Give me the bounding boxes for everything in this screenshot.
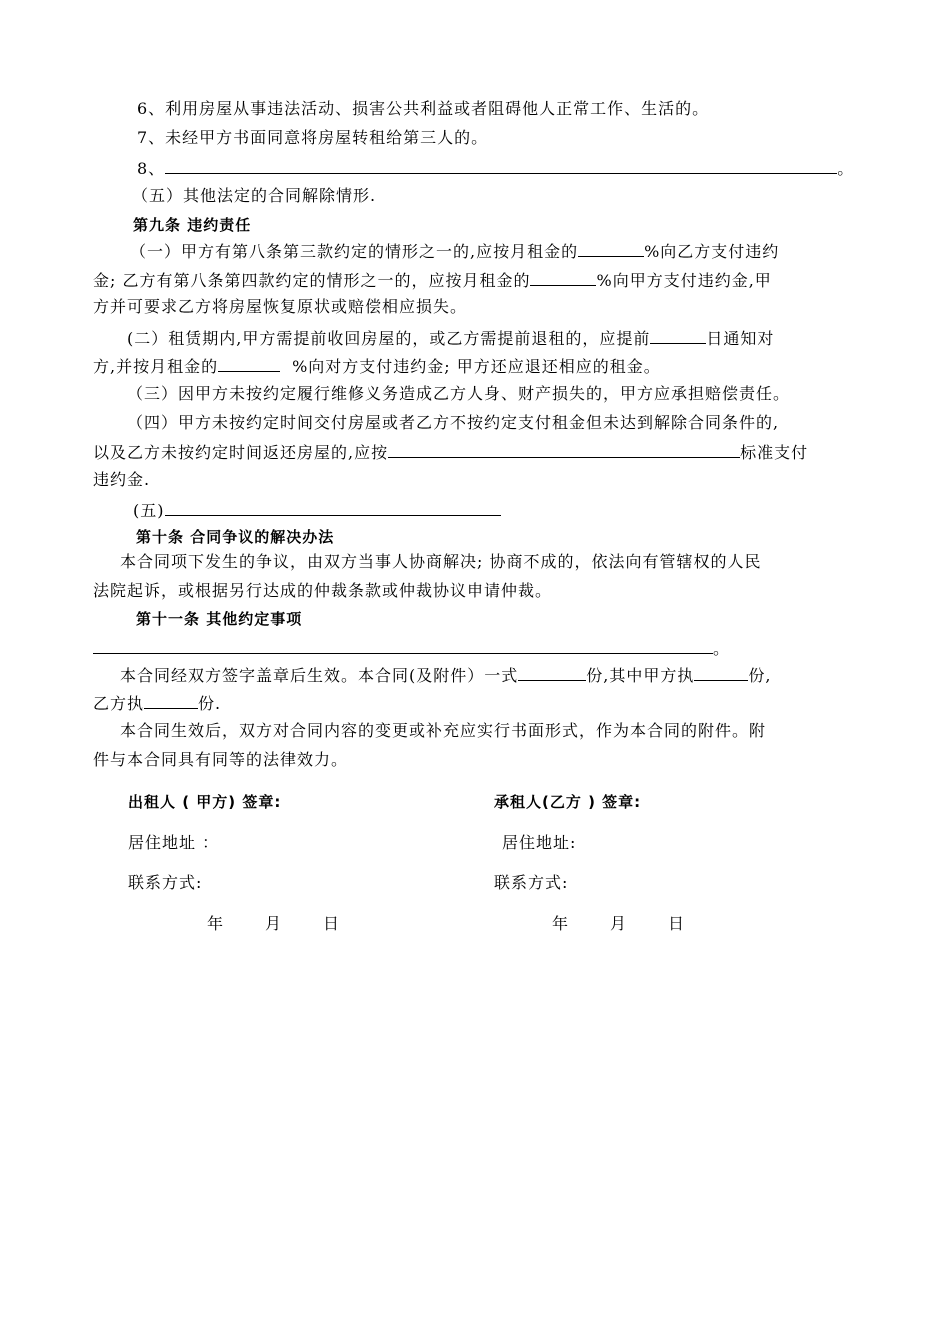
blank-percent[interactable]: [578, 240, 644, 257]
lessee-signature-title: 承租人(乙方 ) 签章:: [494, 793, 642, 811]
article-11-blank-line: [93, 637, 730, 659]
clause-8: [137, 157, 854, 179]
blank-copies-party-b[interactable]: [144, 692, 198, 709]
amendment-clause-cont: 件与本合同具有同等的法律效力。: [93, 750, 349, 769]
lessor-signature-title: 出租人 ( 甲方) 签章:: [128, 793, 282, 811]
lessor-date-year: 年: [207, 914, 225, 933]
article-9-item-3: （三）因甲方未按约定履行维修义务造成乙方人身、财产损失的，甲方应承担赔偿责任。: [127, 384, 791, 403]
blank-copies-party-a[interactable]: [694, 664, 748, 681]
text-segment: %向乙方支付违约: [644, 242, 780, 261]
clause-7: 7、未经甲方书面同意将房屋转租给第三人的。: [137, 128, 489, 147]
text-segment: 标准支付: [740, 443, 809, 462]
blank-line[interactable]: [165, 157, 837, 174]
lessor-contact-label: 联系方式:: [128, 873, 203, 892]
effectiveness-clause-cont: [93, 692, 221, 714]
text-segment: (五): [133, 501, 165, 520]
clause-5-other: （五）其他法定的合同解除情形.: [132, 186, 377, 205]
article-9-item-1-cont2: 方并可要求乙方将房屋恢复原状或赔偿相应损失。: [93, 297, 468, 316]
lessee-contact-label: 联系方式:: [494, 873, 569, 892]
lessee-date-month: 月: [610, 914, 628, 933]
article-9-item-1: [130, 240, 779, 262]
lessee-address-label: 居住地址:: [502, 833, 577, 852]
article-9-item-5: [133, 499, 501, 521]
article-10-text-cont: 法院起诉，或根据另行达成的仲裁条款或仲裁协议申请仲裁。: [93, 581, 553, 600]
article-9-item-2: [127, 327, 774, 349]
lessee-date-day: 日: [668, 914, 686, 933]
effectiveness-clause: [120, 664, 771, 686]
article-9-item-1-cont: [93, 269, 772, 291]
period: 。: [837, 159, 855, 178]
text-segment: 本合同经双方签字盖章后生效。本合同(及附件）一式: [120, 666, 519, 685]
text-segment: （一）甲方有第八条第三款约定的情形之一的,应按月租金的: [130, 242, 579, 261]
text-segment: 乙方执: [93, 694, 145, 713]
blank-days[interactable]: [650, 327, 706, 344]
blank-percent[interactable]: [530, 269, 596, 286]
lessor-address-label: 居住地址 ：: [128, 833, 220, 852]
blank-line[interactable]: [165, 499, 501, 516]
text-segment: 日通知对: [706, 329, 775, 348]
text-segment: %向甲方支付违约金,甲: [596, 271, 772, 290]
text-segment: 份,其中甲方执: [586, 666, 695, 685]
article-9-item-4-cont2: 违约金.: [93, 470, 151, 489]
article-9-heading: 第九条 违约责任: [133, 216, 252, 234]
text-segment: 以及乙方未按约定时间返还房屋的,应按: [93, 443, 389, 462]
text-segment: 份.: [198, 694, 222, 713]
amendment-clause: 本合同生效后，双方对合同内容的变更或补充应实行书面形式，作为本合同的附件。附: [120, 721, 767, 740]
text-segment: 金; 乙方有第八条第四款约定的情形之一的，应按月租金的: [93, 271, 531, 290]
text-segment: %向对方支付违约金; 甲方还应退还相应的租金。: [292, 357, 661, 376]
article-10-heading: 第十条 合同争议的解决办法: [136, 528, 335, 546]
article-9-item-2-cont: [93, 355, 661, 377]
text-segment: (二）租赁期内,甲方需提前收回房屋的，或乙方需提前退租的，应提前: [127, 329, 651, 348]
blank-copies[interactable]: [518, 664, 586, 681]
text-segment: 份,: [748, 666, 772, 685]
text-segment: 方,并按月租金的: [93, 357, 219, 376]
clause-8-number: 8、: [137, 159, 166, 178]
article-9-item-4-cont: [93, 441, 808, 463]
blank-standard[interactable]: [388, 441, 740, 458]
lessor-date-day: 日: [323, 914, 341, 933]
period: 。: [713, 639, 731, 658]
article-9-item-4: （四）甲方未按约定时间交付房屋或者乙方不按约定支付租金但未达到解除合同条件的,: [127, 413, 780, 432]
clause-6: 6、利用房屋从事违法活动、损害公共利益或者阻碍他人正常工作、生活的。: [137, 99, 710, 118]
blank-line[interactable]: [93, 637, 713, 654]
lessor-date-month: 月: [265, 914, 283, 933]
article-11-heading: 第十一条 其他约定事项: [136, 610, 303, 628]
article-10-text: 本合同项下发生的争议，由双方当事人协商解决; 协商不成的，依法向有管辖权的人民: [120, 552, 762, 571]
blank-percent[interactable]: [218, 355, 280, 372]
lessee-date-year: 年: [552, 914, 570, 933]
